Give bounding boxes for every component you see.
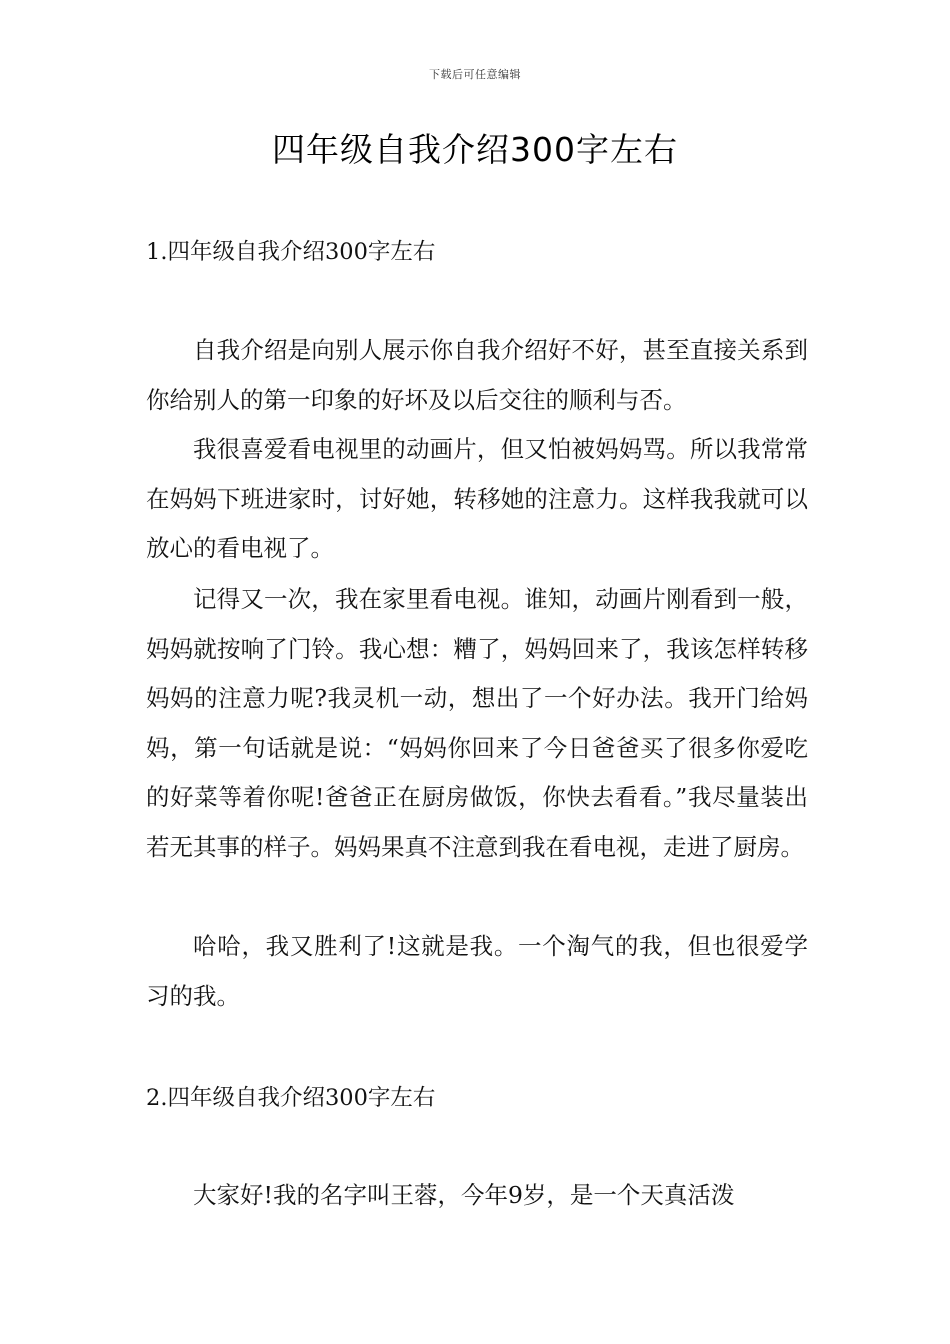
section-1-paragraph-4: 哈哈，我又胜利了!这就是我。一个淘气的我，但也很爱学习的我。 [146,932,808,1010]
section-1-paragraph-1: 自我介绍是向别人展示你自我介绍好不好，甚至直接关系到你给别人的第一印象的好坏及以后交往的顺利与否。 [146,336,808,414]
header-note: 下载后可任意编辑 [429,68,521,81]
section-2-paragraph-1: 大家好!我的名字叫王蓉，今年9岁，是一个天真活泼 [193,1181,735,1209]
section-2-heading: 2.四年级自我介绍300字左右 [146,1085,436,1111]
section-1-paragraph-2: 我很喜爱看电视里的动画片，但又怕被妈妈骂。所以我常常在妈妈下班进家时，讨好她，转移她的注意力。这样我我就可以放心的看电视了。 [146,435,808,562]
section-1-paragraph-3: 记得又一次，我在家里看电视。谁知，动画片刚看到一般，妈妈就按响了门铃。我心想：糟了，妈妈回来了，我该怎样转移妈妈的注意力呢?我灵机一动，想出了一个好办法。我开门给妈妈，第一句话就是说：“妈妈你回来了今日爸爸买了很多你爱吃的好菜等着你呢!爸爸正在厨房做饭，你快去看看。”我尽量装出若无其事的样子。妈妈果真不注意到我在看电视，走进了厨房。 [146,585,808,861]
document-title: 四年级自我介绍300字左右 [272,130,678,169]
section-1-heading: 1.四年级自我介绍300字左右 [146,239,436,265]
